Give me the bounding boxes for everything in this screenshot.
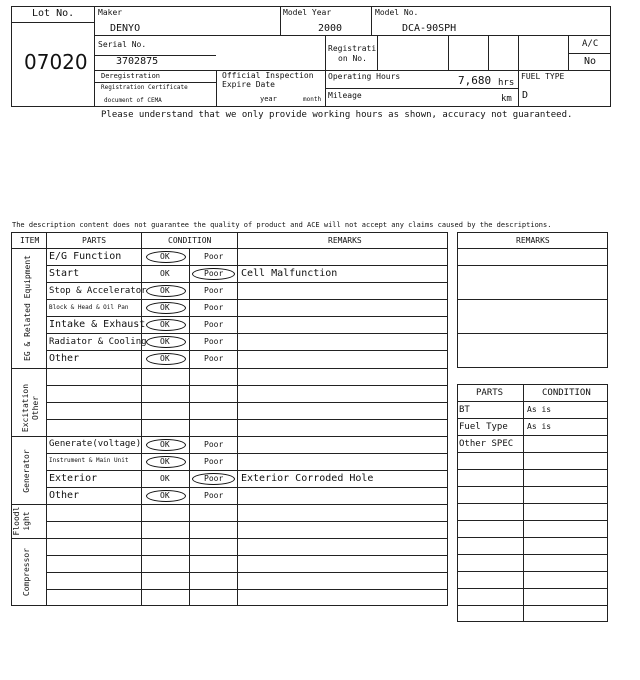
registration-label: Registrati — [328, 44, 377, 53]
ok-circle-mark — [146, 456, 186, 468]
section-generator: Generator — [22, 449, 31, 493]
poor-instrument: Poor — [204, 457, 224, 466]
registration-certificate-label: Registration Certificate — [101, 84, 188, 91]
section-floodlight-2: ight — [22, 511, 31, 531]
poor-generate: Poor — [204, 440, 224, 449]
ok-generator-other: OK — [160, 491, 170, 500]
part-generate-voltage: Generate(voltage) — [49, 439, 142, 449]
ok-exterior: OK — [160, 474, 170, 483]
section-compressor: Compressor — [22, 547, 31, 597]
bt-value: As is — [527, 405, 552, 414]
model-no-value: DCA-90SPH — [402, 23, 457, 34]
part-block-head-oil-pan: Block & Head & Oil Pan — [49, 304, 129, 311]
right-condition-header: CONDITION — [542, 388, 591, 398]
fuel-type-label: Fuel Type — [459, 422, 508, 432]
section-excitation: Excitation — [21, 383, 30, 433]
serial-label: Serial No. — [98, 40, 147, 49]
maker-label: Maker — [98, 8, 123, 17]
part-other: Other — [49, 353, 80, 364]
poor-generator-other: Poor — [204, 491, 224, 500]
parts-header: PARTS — [82, 236, 107, 245]
ok-generate: OK — [160, 440, 170, 449]
part-intake-exhaust: Intake & Exhaust — [49, 319, 146, 330]
part-instrument-main-unit: Instrument & Main Unit — [49, 457, 129, 464]
section-excitation-other: Other — [31, 395, 40, 421]
ok-instrument: OK — [160, 457, 170, 466]
ok-circle-mark — [146, 285, 186, 297]
inspection-label-2: Expire Date — [222, 80, 275, 89]
model-no-label: Model No. — [375, 8, 419, 17]
ac-value: No — [584, 56, 597, 67]
poor-intake-exhaust: Poor — [204, 320, 224, 329]
registration-label-2: on No. — [338, 54, 367, 63]
poor-circle-mark — [192, 268, 235, 280]
cema-label: document of CEMA — [104, 97, 162, 104]
remarks-header: REMARKS — [328, 236, 362, 245]
remark-exterior: Exterior Corroded Hole — [241, 473, 374, 484]
right-parts-header: PARTS — [476, 388, 504, 398]
ok-circle-mark — [146, 251, 186, 263]
poor-radiator: Poor — [204, 337, 224, 346]
poor-other: Poor — [204, 354, 224, 363]
part-start: Start — [49, 268, 80, 279]
ok-circle-mark — [146, 319, 186, 331]
ok-circle-mark — [146, 490, 186, 502]
ok-circle-mark — [146, 302, 186, 314]
ok-intake-exhaust: OK — [160, 320, 170, 329]
disclaimer: The description content does not guarantee the quality of product and ACE will not accept any claims caused by the descriptions. — [12, 221, 552, 229]
km-unit: km — [501, 94, 512, 104]
operating-hours-label: Operating Hours — [328, 72, 401, 81]
ok-block-head: OK — [160, 303, 170, 312]
hrs-unit: hrs — [498, 78, 515, 88]
inspection-label: Official Inspection — [222, 71, 314, 80]
deregistration-label: Deregistration — [101, 72, 161, 80]
fuel-type-value: D — [522, 90, 529, 101]
ok-circle-mark — [146, 336, 186, 348]
poor-block-head: Poor — [204, 303, 224, 312]
lot-number: 07020 — [24, 50, 88, 74]
condition-header: CONDITION — [168, 236, 212, 245]
model-year-value: 2000 — [318, 23, 343, 34]
mileage-label: Mileage — [328, 91, 362, 100]
poor-stop-accelerator: Poor — [204, 286, 224, 295]
poor-eg-function: Poor — [204, 252, 224, 261]
fuel-type-value: As is — [527, 422, 552, 431]
operating-hours-value: 7,680 — [458, 74, 492, 87]
poor-start: Poor — [204, 269, 224, 278]
poor-exterior: Poor — [204, 474, 224, 483]
section-eg: EG & Related Equipment — [23, 255, 32, 361]
item-header: ITEM — [20, 236, 40, 245]
lot-label: Lot No. — [32, 8, 75, 19]
section-floodlight: Floodl — [12, 506, 21, 536]
other-spec-label: Other SPEC — [459, 439, 514, 449]
ok-circle-mark — [146, 439, 186, 451]
ok-eg-function: OK — [160, 252, 170, 261]
model-year-label: Model Year — [283, 8, 332, 17]
year-label: year — [260, 95, 277, 103]
ok-radiator: OK — [160, 337, 170, 346]
part-exterior: Exterior — [49, 473, 98, 484]
remark-start: Cell Malfunction — [241, 268, 338, 279]
ok-start: OK — [160, 269, 170, 278]
part-generator-other: Other — [49, 490, 80, 501]
part-stop-accelerator: Stop & Accelerator — [49, 286, 147, 296]
bt-label: BT — [459, 405, 470, 415]
maker-value: DENYO — [110, 23, 141, 34]
ok-other: OK — [160, 354, 170, 363]
right-remarks-header: REMARKS — [516, 236, 550, 245]
part-radiator-cooling: Radiator & Cooling — [49, 337, 147, 347]
serial-value: 3702875 — [116, 56, 159, 67]
ac-label: A/C — [582, 39, 599, 49]
fuel-type-label: FUEL TYPE — [521, 72, 565, 81]
ok-stop-accelerator: OK — [160, 286, 170, 295]
poor-circle-mark — [192, 473, 235, 485]
month-label: month — [303, 96, 322, 103]
ok-circle-mark — [146, 353, 186, 365]
part-eg-function: E/G Function — [49, 251, 122, 262]
working-hours-note: Please understand that we only provide working hours as shown, accuracy not guaranteed. — [101, 110, 573, 120]
